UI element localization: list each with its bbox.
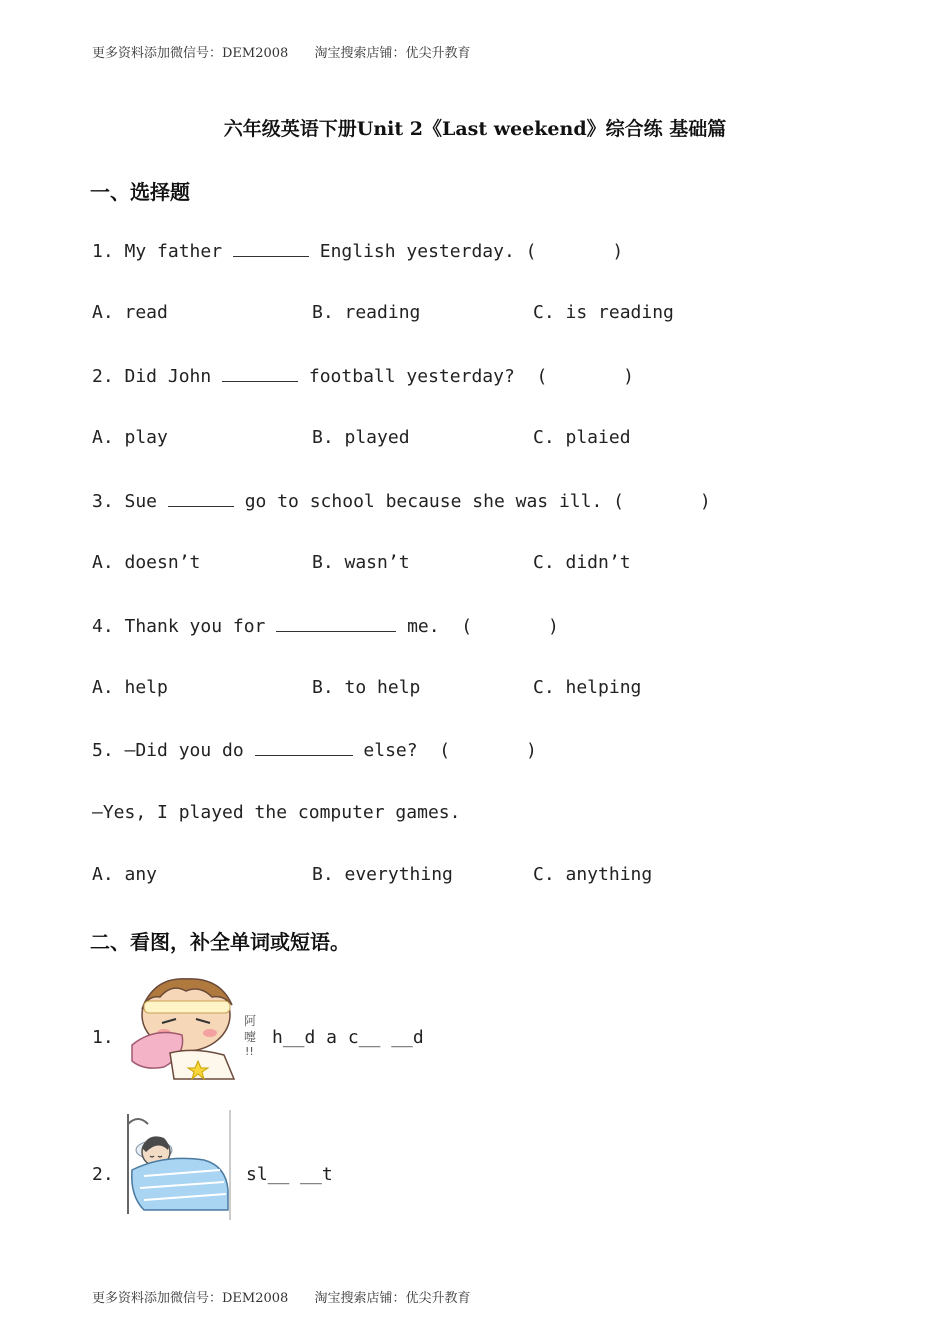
svg-text:阿: 阿 [244,1014,257,1028]
page-header [92,42,492,61]
answer-blank[interactable] [168,490,234,507]
page-title: 六年级英语下册Unit 2《Last weekend》综合练 基础篇 [223,118,727,140]
footer-shop: 淘宝搜索店铺：优尖升教育 [314,1291,471,1306]
option-b[interactable]: B. reading [312,302,421,323]
answer-blank[interactable] [233,240,309,257]
question-1: 1. My father English yesterday. ( ) [92,241,624,262]
question-3: 3. Sue go to school because she was ill. ( ) [92,491,711,512]
question-4: 4. Thank you for me. ( ) [92,616,559,637]
item-number: 2. [92,1164,114,1185]
option-b[interactable]: B. wasn’t [312,552,410,573]
option-a[interactable]: A. help [92,677,168,698]
question-2: 2. Did John football yesterday? ( ) [92,366,634,387]
footer-wechat: 更多资料添加微信号：DEM2008 [92,1291,289,1306]
option-b[interactable]: B. everything [312,864,453,885]
section2-heading: 二、看图，补全单词或短语。 [90,930,350,954]
option-b[interactable]: B. played [312,427,410,448]
option-c[interactable]: C. is reading [533,302,674,323]
option-c[interactable]: C. helping [533,677,642,698]
header-shop: 淘宝搜索店铺：优尖升教育 [314,46,471,61]
svg-text:嚏: 嚏 [244,1030,257,1044]
boy-sneezing-picture [124,975,264,1085]
option-a[interactable]: A. doesn’t [92,552,201,573]
option-c[interactable]: C. didn’t [533,552,631,573]
header-wechat: 更多资料添加微信号：DEM2008 [92,46,289,61]
page-footer [92,1287,492,1306]
girl-sleeping-picture [124,1110,234,1220]
option-a[interactable]: A. read [92,302,168,323]
option-a[interactable]: A. play [92,427,168,448]
answer-blank[interactable] [222,365,298,382]
option-b[interactable]: B. to help [312,677,421,698]
question-5-reply: —Yes, I played the computer games. [92,802,461,823]
answer-blank[interactable] [276,615,396,632]
fill-word-answer[interactable]: h__d a c__ __d [272,1027,424,1048]
item-number: 1. [92,1027,114,1048]
answer-blank[interactable] [255,739,353,756]
fill-word-answer[interactable]: sl__ __t [246,1164,333,1185]
option-a[interactable]: A. any [92,864,158,885]
option-c[interactable]: C. anything [533,864,653,885]
section1-heading: 一、选择题 [90,180,190,204]
question-5: 5. —Did you do else? ( ) [92,740,537,761]
option-c[interactable]: C. plaied [533,427,631,448]
svg-text:!!: !! [245,1045,254,1058]
